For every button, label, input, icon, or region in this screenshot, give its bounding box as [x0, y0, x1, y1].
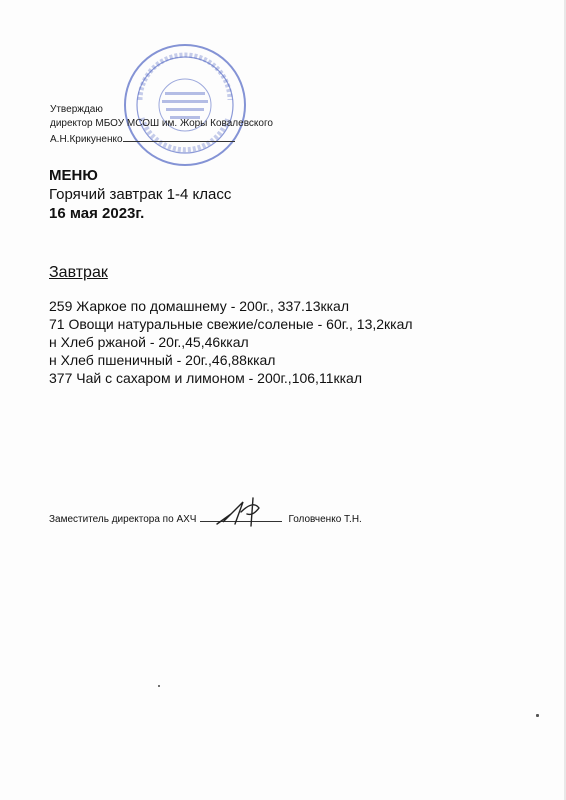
- approval-block: [50, 103, 273, 147]
- page-speck: [536, 714, 539, 717]
- director-name: А.Н.Крикуненко: [50, 134, 123, 145]
- director-name-line: [50, 131, 273, 147]
- list-item: 71 Овощи натуральные свежие/соленые - 60г., 13,2ккал: [49, 316, 413, 332]
- approval-label: Утверждаю: [50, 104, 103, 115]
- menu-items-list: [49, 297, 413, 387]
- menu-date: 16 мая 2023г.: [49, 205, 145, 222]
- deputy-signature-block: [49, 511, 362, 527]
- deputy-name: Головченко Т.Н.: [288, 514, 362, 525]
- deputy-position: Заместитель директора по АХЧ: [49, 514, 197, 525]
- menu-subtitle: Горячий завтрак 1-4 класс: [49, 186, 232, 203]
- page-speck: [158, 685, 160, 687]
- section-title: Завтрак: [49, 264, 108, 281]
- list-item: н Хлеб ржаной - 20г.,45,46ккал: [49, 334, 249, 350]
- list-item: 377 Чай с сахаром и лимоном - 200г.,106,11ккал: [49, 370, 362, 386]
- list-item: н Хлеб пшеничный - 20г.,46,88ккал: [49, 352, 276, 368]
- list-item: 259 Жаркое по домашнему - 200г., 337.13ккал: [49, 298, 350, 314]
- handwritten-signature-icon: [213, 494, 273, 530]
- menu-title: МЕНЮ: [49, 167, 98, 184]
- signature-line: [123, 131, 235, 142]
- director-title: директор МБОУ МСОШ им. Жоры Ковалевского: [50, 118, 273, 129]
